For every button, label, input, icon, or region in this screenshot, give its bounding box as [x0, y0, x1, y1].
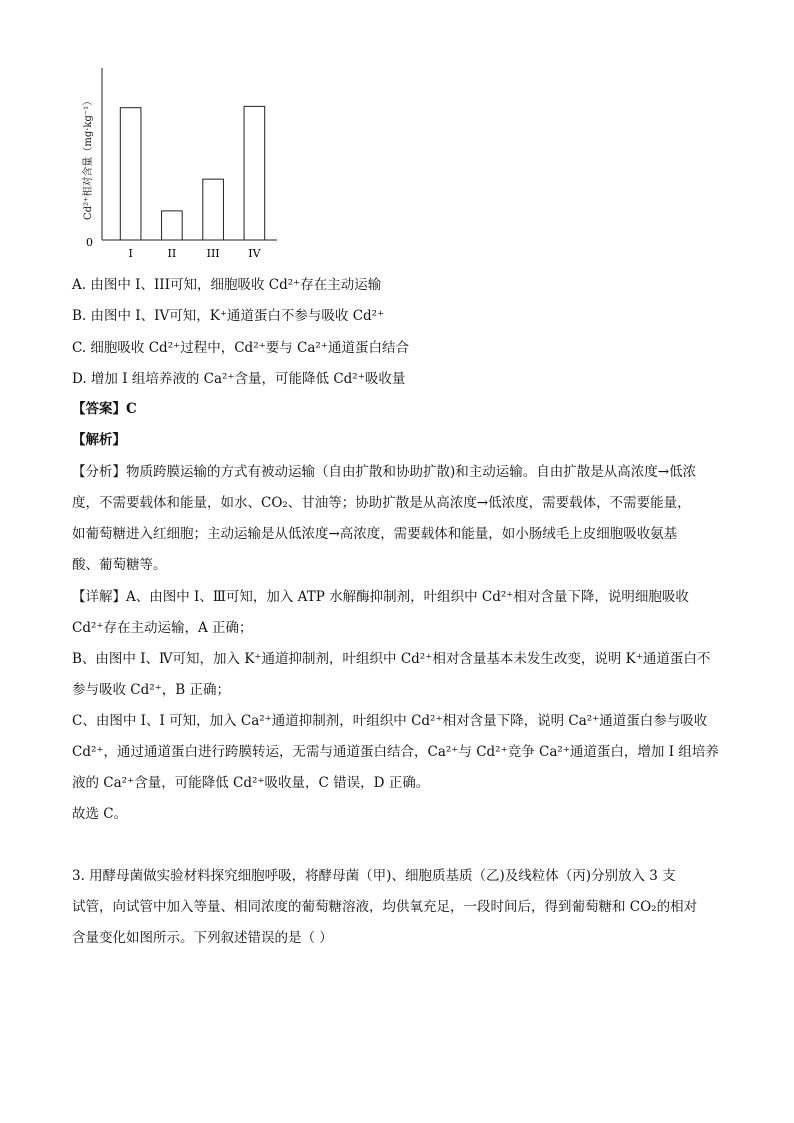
option-a: A. 由图中 I、III可知，细胞吸收 Cd²⁺存在主动运输	[72, 277, 382, 293]
option-d: D. 增加 I 组培养液的 Ca²⁺含量，可能降低 Cd²⁺吸收量	[72, 371, 406, 387]
x-tick-label: III	[206, 247, 220, 260]
option-b: B. 由图中 I、IV可知，K⁺通道蛋白不参与吸收 Cd²⁺	[72, 308, 385, 324]
detail-line: C、由图中 I、I 可知，加入 Ca²⁺通道抑制剂，叶组织中 Cd²⁺相对含量下降，说明 Ca²⁺通道蛋白参与吸收	[72, 713, 708, 729]
answer-label: 【答案】C	[72, 401, 137, 417]
bar-II	[162, 211, 183, 240]
x-tick-label: I	[128, 247, 133, 260]
x-tick-label: II	[167, 247, 177, 260]
detail-line: Cd²⁺存在主动运输，A 正确；	[72, 620, 253, 636]
x-tick-label: IV	[248, 247, 261, 260]
bar-IV	[244, 106, 265, 240]
analysis-line: 【分析】物质跨膜运输的方式有被动运输（自由扩散和协助扩散)和主动运输。自由扩散是从高浓度→低浓	[72, 464, 697, 480]
analysis-line: 如葡萄糖进入红细胞；主动运输是从低浓度→高浓度，需要载体和能量，如小肠绒毛上皮细胞吸收氨基	[72, 526, 678, 542]
bar-I	[120, 108, 141, 240]
detail-line: 参与吸收 Cd²⁺，B 正确；	[72, 682, 231, 698]
detail-line: 液的 Ca²⁺含量，可能降低 Cd²⁺吸收量，C 错误，D 正确。	[72, 775, 430, 791]
option-c: C. 细胞吸收 Cd²⁺过程中，Cd²⁺要与 Ca²⁺通道蛋白结合	[72, 340, 409, 356]
detail-paragraph	[72, 582, 727, 830]
bar-III	[203, 179, 224, 240]
question-line: 3. 用酵母菌做实验材料探究细胞呼吸，将酵母菌（甲)、细胞质基质（乙)及线粒体（丙)分别放入 3 支	[72, 868, 676, 884]
bar-chart	[72, 60, 292, 270]
detail-line: 故选 C。	[72, 806, 128, 822]
analysis-label: 【解析】	[72, 432, 126, 448]
question-line: 试管，向试管中加入等量、相同浓度的葡萄糖溶液，均供氧充足，一段时间后，得到葡萄糖和 CO₂的相对	[72, 899, 698, 915]
question-3	[72, 861, 727, 954]
detail-line: B、由图中 I、Ⅳ可知，加入 K⁺通道抑制剂，叶组织中 Cd²⁺相对含量基本未发生改变，说明 K⁺通道蛋白不	[72, 651, 711, 667]
analysis-line: 度，不需要载体和能量，如水、CO₂、甘油等；协助扩散是从高浓度→低浓度，需要载体，不需要能量，	[72, 495, 691, 511]
analysis-paragraph	[72, 457, 727, 581]
question-line: 含量变化如图所示。下列叙述错误的是（ ）	[72, 930, 333, 946]
y-axis-label: Cd²⁺相对含量（mg·kg⁻¹）	[83, 95, 94, 220]
y-origin-label: 0	[86, 236, 93, 249]
detail-line: 【详解】A、由图中 I、Ⅲ可知，加入 ATP 水解酶抑制剂，叶组织中 Cd²⁺相对含量下降，说明细胞吸收	[72, 589, 689, 605]
detail-line: Cd²⁺，通过通道蛋白进行跨膜转运，无需与通道蛋白结合，Ca²⁺与 Cd²⁺竞争 Ca²⁺通道蛋白，增加 I 组培养	[72, 744, 719, 760]
chart-canvas	[72, 60, 292, 270]
analysis-line: 酸、葡萄糖等。	[72, 557, 167, 573]
